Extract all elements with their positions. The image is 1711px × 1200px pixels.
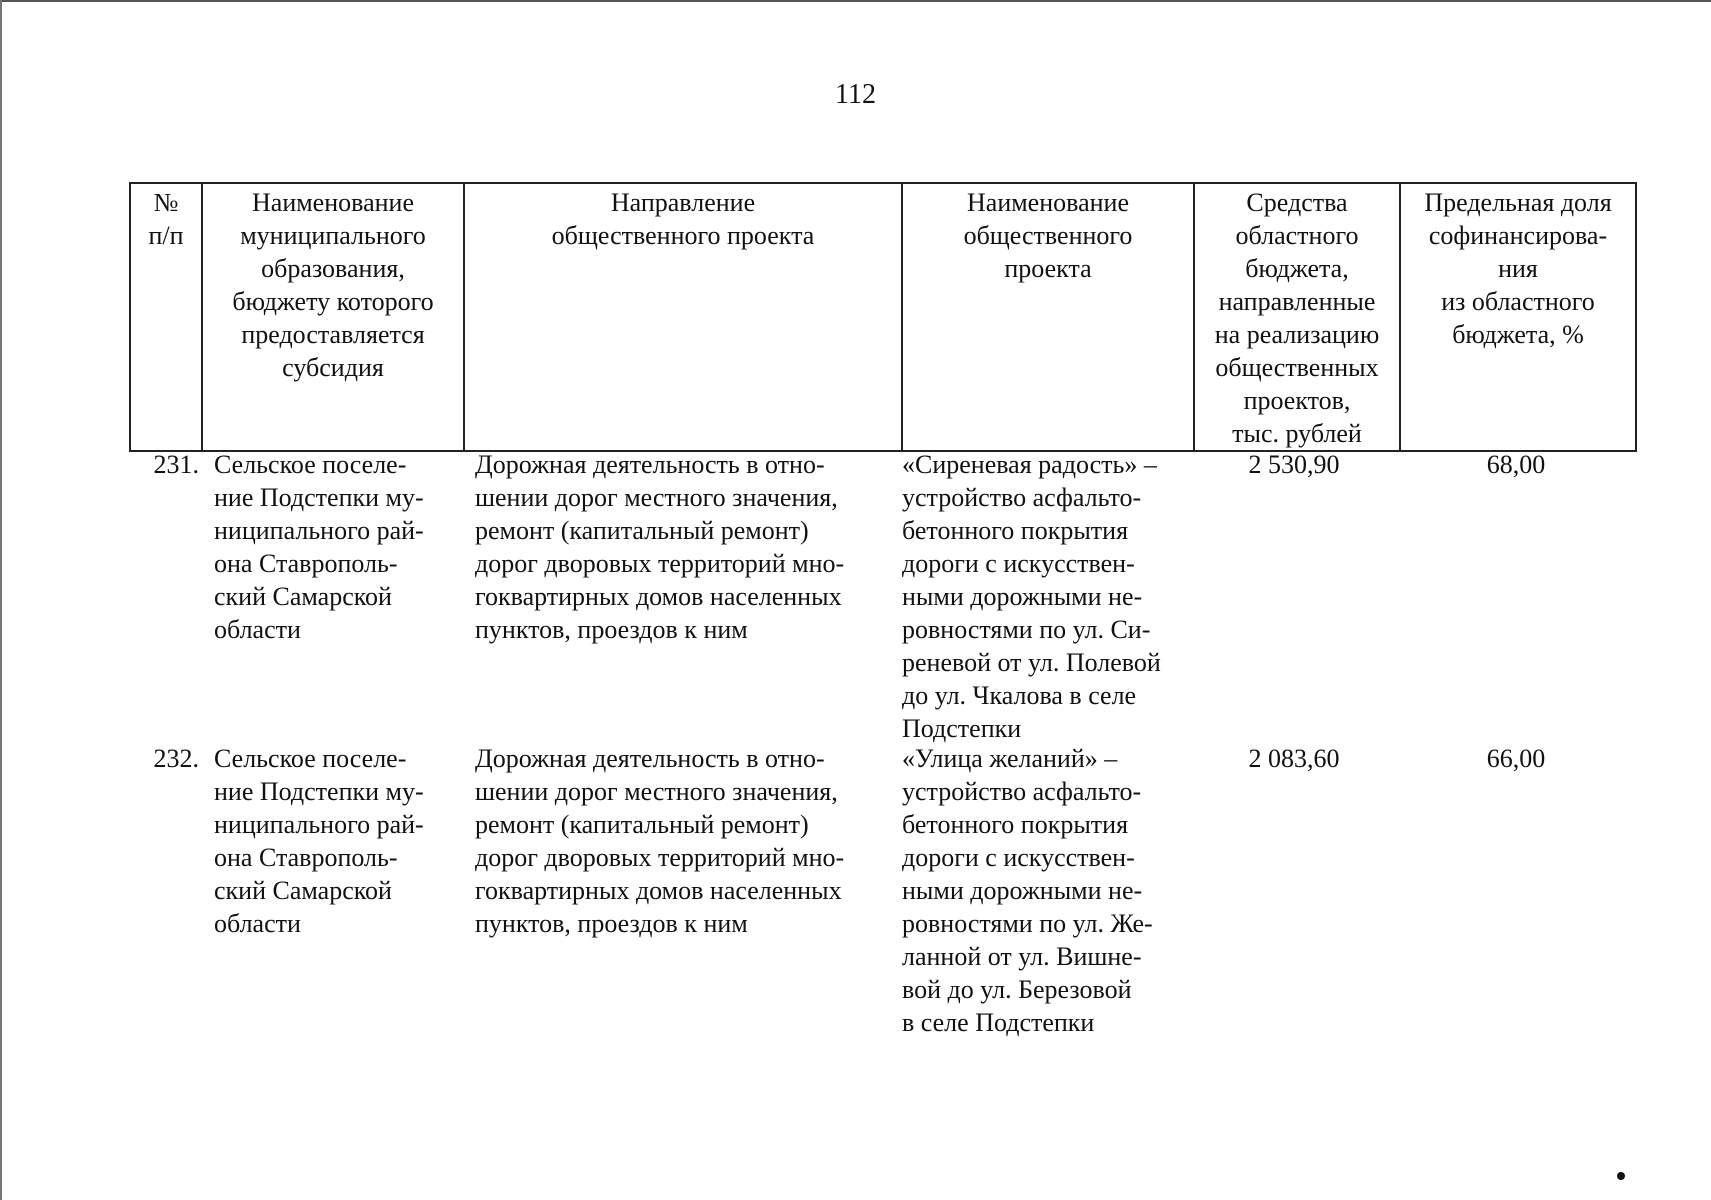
header-share: Предельная доля софинансирова- ния из областного бюджета, %	[1400, 183, 1636, 451]
direction-cell: Дорожная деятельность в отно- шении дорог местного значения, ремонт (капитальный ремонт) дорог дворовых территорий мно- гоквартирных домов населенных пунктов, проездов к ним	[475, 744, 845, 938]
table-row	[0, 448, 1711, 748]
table-row	[0, 742, 1711, 1042]
scan-speck	[1617, 1172, 1625, 1180]
share-cell: 66,00	[1486, 744, 1546, 773]
project-cell: «Улица желаний» – устройство асфальто- бетонного покрытия дороги с искусствен- ными дорожными не- ровностями по ул. Же- ланной от ул. Вишне- вой до ул. Березовой в селе Подстепки	[902, 744, 1153, 1037]
share-cell: 68,00	[1486, 450, 1546, 479]
municipality-cell: Сельское поселе- ние Подстепки му- ниципального рай- она Ставрополь- ский Самарской области	[214, 450, 424, 644]
header-municipality: Наименование муниципального образования, бюджету которого предоставляется субсидия	[202, 183, 464, 451]
funds-cell: 2 083,60	[1248, 744, 1340, 773]
direction-cell: Дорожная деятельность в отно- шении дорог местного значения, ремонт (капитальный ремонт) дорог дворовых территорий мно- гоквартирных домов населенных пунктов, проездов к ним	[475, 450, 845, 644]
header-funds: Средства областного бюджета, направленные на реализацию общественных проектов, тыс. рублей	[1194, 183, 1400, 451]
project-cell: «Сиреневая радость» – устройство асфальто- бетонного покрытия дороги с искусствен- ными дорожными не- ровностями по ул. Си- реневой от ул. Полевой до ул. Чкалова в селе Подстепки	[902, 450, 1161, 743]
scan-edge-top	[0, 0, 1711, 2]
table-header	[129, 182, 1637, 452]
header-direction: Направление общественного проекта	[464, 183, 902, 451]
header-project: Наименование общественного проекта	[902, 183, 1194, 451]
header-row	[130, 183, 1636, 451]
page-number: 112	[835, 79, 876, 110]
row-number: 232.	[153, 744, 199, 773]
funds-cell: 2 530,90	[1248, 450, 1340, 479]
municipality-cell: Сельское поселе- ние Подстепки му- ниципального рай- она Ставрополь- ский Самарской области	[214, 744, 424, 938]
header-number: № п/п	[130, 183, 202, 451]
row-number: 231.	[153, 450, 199, 479]
